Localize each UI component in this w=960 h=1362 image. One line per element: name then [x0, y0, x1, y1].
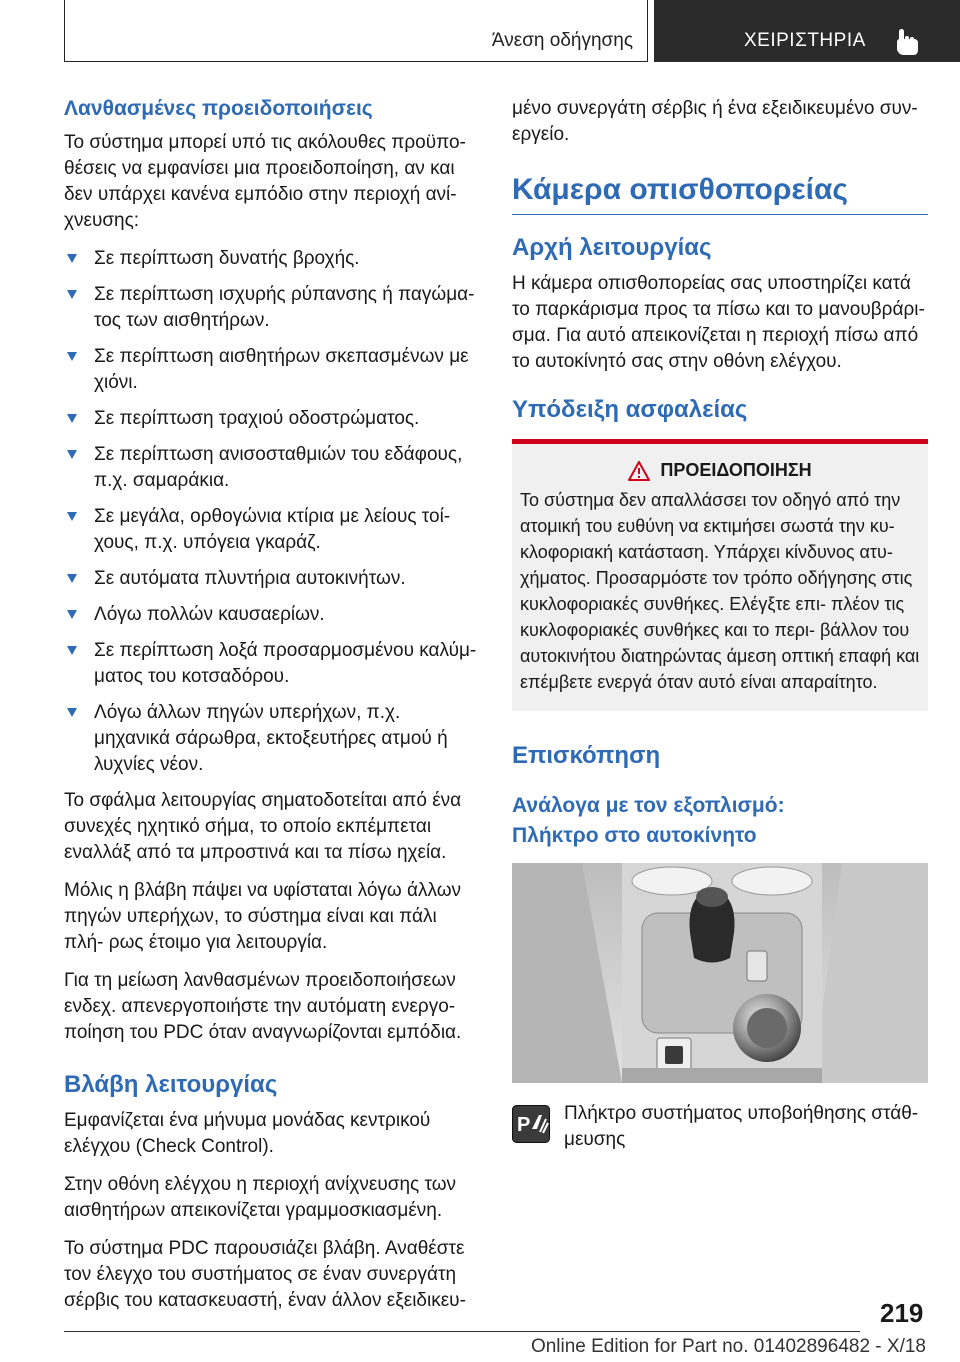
hand-pointer-icon — [892, 28, 926, 56]
list-item — [64, 246, 480, 272]
list-item-text: Λόγω πολλών καυσαερίων. — [94, 604, 325, 625]
triangle-bullet-icon — [67, 646, 77, 655]
triangle-bullet-icon — [67, 512, 77, 521]
continuation-paragraph: μένο συνεργάτη σέρβις ή ένα εξειδικευμένο συν- εργείο. — [512, 98, 918, 145]
signal-paragraph: Το σφάλμα λειτουργίας σηματοδοτείται από ένα συνεχές ηχητικό σήμα, το οποίο εκπέμπεται εναλλάξ από τα μπροστινά και τα πίσω ηχεία. — [64, 790, 462, 863]
fault-paragraph: Το σύστημα PDC παρουσιάζει βλάβη. Αναθέστε τον έλεγχο του συστήματος σε έναν συνεργάτη σέρβις του κατασκευαστή, έναν άλλον εξειδικευ- — [64, 1238, 466, 1311]
list-item-text: Σε μεγάλα, ορθογώνια κτίρια με λείους τοί- χους, π.χ. υπόγεια γκαράζ. — [94, 506, 451, 553]
list-item — [64, 282, 480, 334]
warning-header — [520, 460, 920, 481]
equipment-heading-line-2: Πλήκτρο στο αυτοκίνητο — [512, 824, 757, 847]
list-item-text: Λόγω άλλων πηγών υπερήχων, π.χ. μηχανικά σάρωθρα, εκτοξευτήρες ατμού ή λυχνίες νέον. — [94, 702, 448, 775]
malfunction-heading: Βλάβη λειτουργίας — [64, 1071, 278, 1098]
left-column — [64, 96, 480, 1326]
header-chapter-title: ΧΕΙΡΙΣΤΗΡΙΑ — [744, 30, 866, 51]
caption-row — [512, 1101, 928, 1153]
triangle-bullet-icon — [67, 414, 77, 423]
caption-text: Πλήκτρο συστήματος υποβοήθησης στάθ- μευσης — [564, 1103, 919, 1150]
page-number: 219 — [880, 1298, 924, 1328]
warning-text: Το σύστημα δεν απαλλάσσει τον οδηγό από την ατομική του ευθύνη να εκτιμήσει σωστά την κυ- κλοφοριακή κατάσταση. Υπάρχει κίνδυνος ατυ- χήματος. Προσαρμόστε τον τρόπο οδήγησης στις κυκλοφοριακές συνθήκες. Ελέγξτε επι- πλέον τις κυκλοφοριακές συνθήκες και το περι- βάλλον του αυτοκινήτου διατηρώντας άμεση οπτική επαφή και επέμβετε ενεργά όταν αυτό είναι απαραίτητο. — [520, 490, 920, 692]
list-item — [64, 344, 480, 396]
triangle-bullet-icon — [67, 610, 77, 619]
list-item-text: Σε αυτόματα πλυντήρια αυτοκινήτων. — [94, 568, 406, 589]
reduce-paragraph: Για τη μείωση λανθασμένων προειδοποιήσεων ενδεχ. απενεργοποιήστε την αυτόματη ενεργο- ποίηση του PDC όταν αναγνωρίζονται εμπόδια. — [64, 970, 462, 1043]
equipment-heading — [512, 791, 928, 851]
header-section-title: Άνεση οδήγησης — [491, 30, 633, 51]
triangle-bullet-icon — [67, 450, 77, 459]
list-item — [64, 602, 480, 628]
list-item-text: Σε περίπτωση αισθητήρων σκεπασμένων με χιόνι. — [94, 346, 469, 393]
center-console-photo — [512, 863, 928, 1083]
equipment-heading-line-1: Ανάλογα με τον εξοπλισμό: — [512, 794, 785, 817]
safety-heading: Υπόδειξη ασφαλείας — [512, 396, 748, 423]
triangle-bullet-icon — [67, 352, 77, 361]
triangle-bullet-icon — [67, 290, 77, 299]
right-column — [512, 96, 928, 1153]
park-assist-button-icon — [512, 1105, 550, 1143]
camera-heading: Κάμερα οπισθοπορείας — [512, 173, 849, 206]
overview-heading: Επισκόπηση — [512, 742, 661, 769]
warning-box — [512, 439, 928, 711]
conditions-list — [64, 246, 480, 778]
false-warnings-heading: Λανθασμένες προειδοποιήσεις — [64, 97, 373, 120]
triangle-bullet-icon — [67, 708, 77, 717]
list-item — [64, 504, 480, 556]
principle-paragraph: Η κάμερα οπισθοπορείας σας υποστηρίζει κατά το παρκάρισμα προς τα πίσω και το μανουβράρι- σμα. Για αυτό απεικονίζεται η περιοχή πίσω από το αυτοκίνητό σας στην οθόνη ελέγχου. — [512, 273, 925, 372]
footer-edition: Online Edition for Part no. 01402896482 - X/18 — [530, 1336, 926, 1357]
list-item — [64, 566, 480, 592]
header-chapter-box — [654, 0, 960, 62]
triangle-bullet-icon — [67, 574, 77, 583]
hatched-paragraph: Στην οθόνη ελέγχου η περιοχή ανίχνευσης των αισθητήρων απεικονίζεται γραμμοσκιασμένη. — [64, 1174, 457, 1221]
triangle-bullet-icon — [67, 254, 77, 263]
list-item — [64, 638, 480, 690]
false-warnings-intro: Το σύστημα μπορεί υπό τις ακόλουθες προϋπο- θέσεις να εμφανίσει μια προειδοποίηση, αν και δεν υπάρχει κανένα εμπόδιο στην περιοχή ανί- χνευσης: — [64, 132, 466, 231]
svg-text:P: P — [517, 1114, 531, 1136]
check-control-paragraph: Εμφανίζεται ένα μήνυμα μονάδας κεντρικού ελέγχου (Check Control). — [64, 1110, 431, 1157]
list-item — [64, 406, 480, 432]
center-console-illustration — [512, 863, 928, 1083]
principle-heading: Αρχή λειτουργίας — [512, 234, 712, 261]
list-item — [64, 442, 480, 494]
list-item — [64, 700, 480, 778]
list-item-text: Σε περίπτωση ισχυρής ρύπανσης ή παγώμα- τος των αισθητήρων. — [94, 284, 475, 331]
heading-rule — [512, 214, 928, 215]
list-item-text: Σε περίπτωση τραχιού οδοστρώματος. — [94, 408, 420, 429]
warning-title: ΠΡΟΕΙΔΟΠΟΙΗΣΗ — [660, 460, 812, 480]
header-section-box — [64, 0, 648, 62]
footer-rule — [64, 1331, 860, 1332]
ready-paragraph: Μόλις η βλάβη πάψει να υφίσταται λόγω άλλων πηγών υπερήχων, το σύστημα είναι και πάλι πλή- ρως έτοιμο για λειτουργία. — [64, 880, 462, 953]
list-item-text: Σε περίπτωση ανισοσταθμιών του εδάφους, π.χ. σαμαράκια. — [94, 444, 463, 491]
list-item-text: Σε περίπτωση λοξά προσαρμοσμένου καλύμ- ματος του κοτσαδόρου. — [94, 640, 477, 687]
list-item-text: Σε περίπτωση δυνατής βροχής. — [94, 248, 360, 269]
warning-triangle-icon — [628, 461, 650, 481]
